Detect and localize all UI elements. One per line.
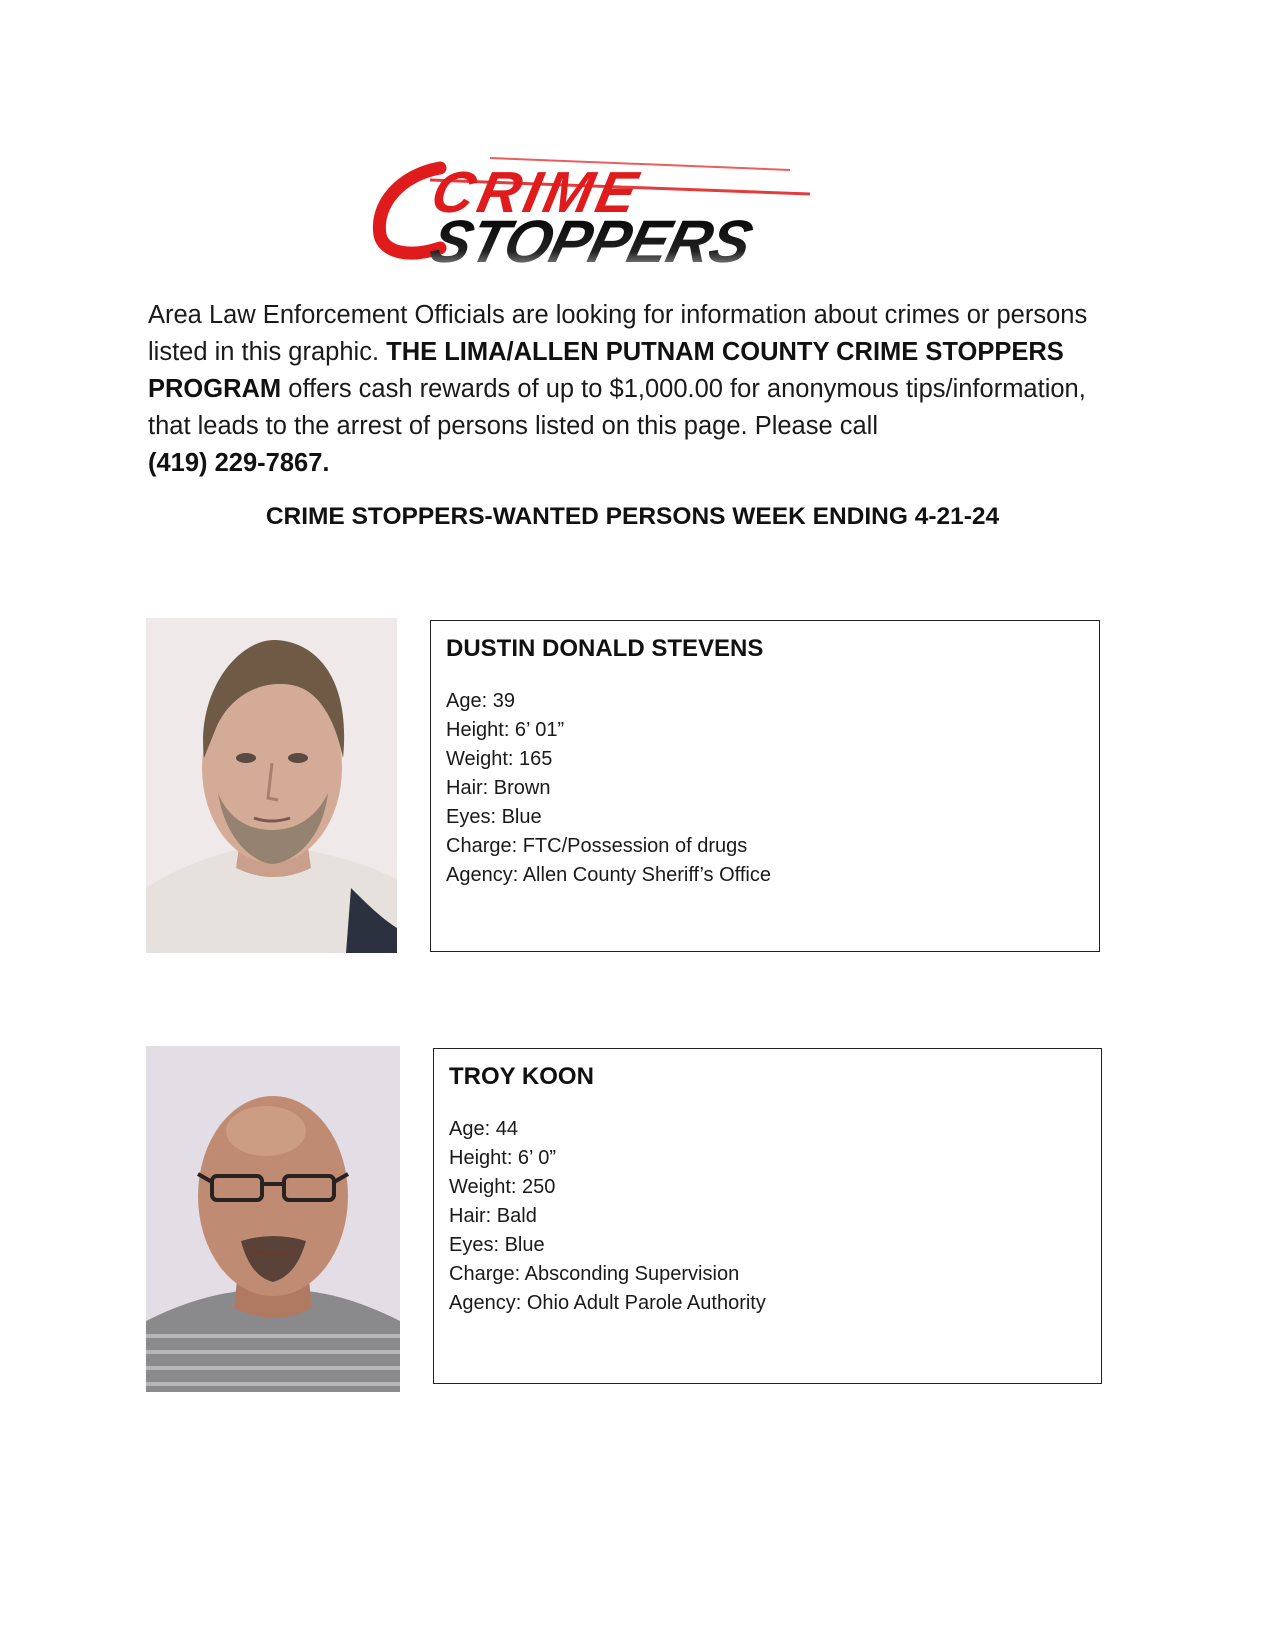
person-eyes: Eyes: Blue [449,1234,545,1256]
program-name: THE LIMA/ALLEN PUTNAM COUNTY CRIME STOPPERS PROGRAM [148,338,1064,403]
person-weight: Weight: 165 [446,748,553,770]
person-name: DUSTIN DONALD STEVENS [446,635,764,662]
person-charge: Charge: Absconding Supervision [449,1263,740,1285]
logo-crime-text: CRIME [426,160,647,225]
person-card-2 [433,1048,1102,1384]
page-heading: CRIME STOPPERS-WANTED PERSONS WEEK ENDING 4-21-24 [265,503,1000,530]
crime-stoppers-logo [370,150,830,275]
person-hair: Hair: Bald [449,1205,537,1227]
intro-text-2: offers cash rewards of up to $1,000.00 for anonymous tips/information, that leads to the arrest of persons listed on this page. Please call [148,375,1086,440]
person-charge: Charge: FTC/Possession of drugs [446,835,748,857]
person-hair: Hair: Brown [446,777,551,799]
person-details [449,1115,766,1318]
phone-number: (419) 229-7867. [148,449,330,477]
person-height: Height: 6’ 01” [446,719,565,741]
person-agency: Agency: Ohio Adult Parole Authority [449,1292,766,1314]
person-details [446,687,771,890]
person-card-1 [430,620,1100,952]
person-age: Age: 44 [449,1118,518,1140]
person-eyes: Eyes: Blue [446,806,542,828]
mugshot-photo-2 [146,1046,400,1392]
person-agency: Agency: Allen County Sheriff’s Office [446,864,771,886]
person-weight: Weight: 250 [449,1176,556,1198]
person-name: TROY KOON [449,1063,594,1090]
person-age: Age: 39 [446,690,515,712]
intro-paragraph [148,297,1123,482]
mugshot-photo-1 [146,618,397,953]
intro-text-1: Area Law Enforcement Officials are looking for information about crimes or persons listed in this graphic. [148,301,1088,366]
logo-stoppers-text: STOPPERS [423,207,759,275]
person-height: Height: 6’ 0” [449,1147,557,1169]
